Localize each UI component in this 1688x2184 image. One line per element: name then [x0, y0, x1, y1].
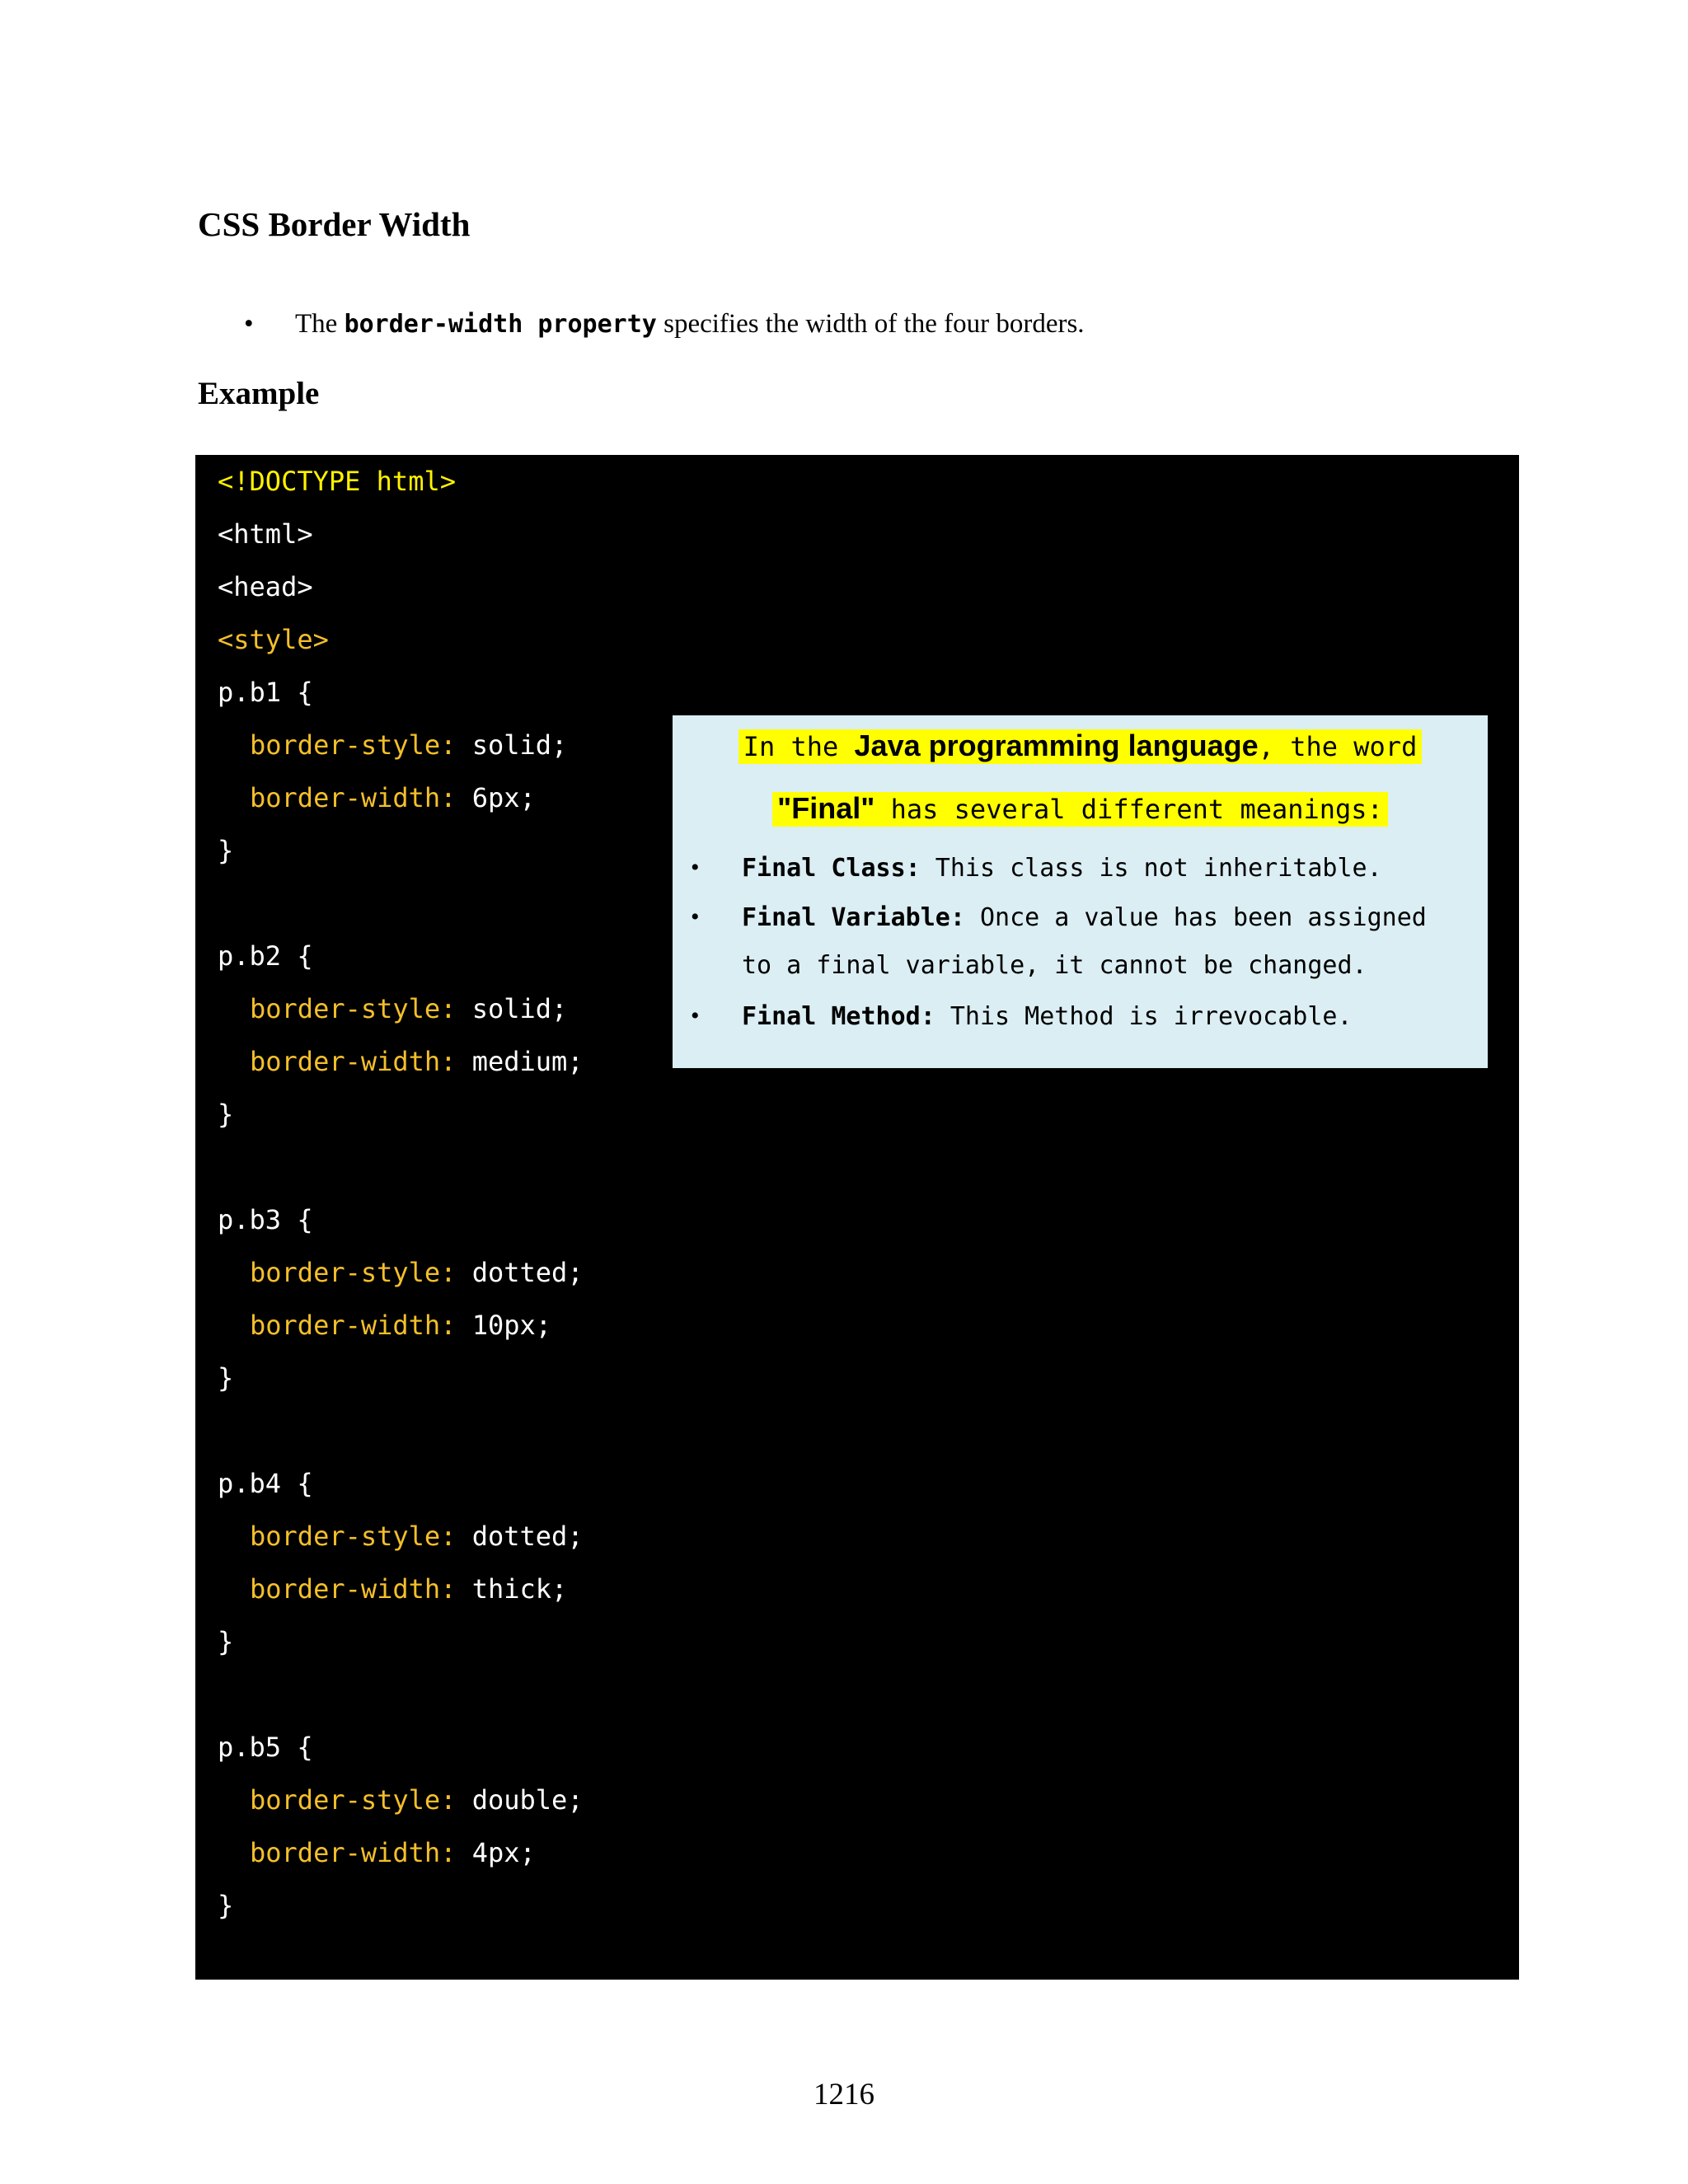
code-close-brace: }	[218, 1890, 234, 1921]
note-item-text: Once a value has been assigned	[964, 903, 1427, 932]
page-number: 1216	[814, 2078, 874, 2111]
code-value: dotted;	[456, 1521, 584, 1552]
code-value: solid;	[456, 993, 568, 1024]
code-value: double;	[456, 1784, 584, 1816]
code-selector: p.b2 {	[218, 940, 313, 972]
code-value: solid;	[456, 729, 568, 761]
code-close-brace: }	[218, 835, 234, 866]
code-property: border-style:	[250, 993, 457, 1024]
code-doctype: <!DOCTYPE html>	[218, 466, 456, 497]
page-heading: CSS Border Width	[198, 205, 471, 243]
code-declaration	[250, 1299, 551, 1352]
code-close-brace: }	[218, 1362, 234, 1394]
note-item-label: Final Method:	[742, 1002, 935, 1031]
code-property: border-width:	[250, 782, 457, 813]
note-title-line-1	[673, 729, 1488, 763]
code-property: border-width:	[250, 1046, 457, 1077]
code-selector: p.b3 {	[218, 1204, 313, 1235]
note-highlight: "Final" has several different meanings:	[772, 792, 1388, 827]
code-value: dotted;	[456, 1257, 584, 1288]
code-selector: p.b4 {	[218, 1468, 313, 1499]
code-close-brace: }	[218, 1099, 234, 1130]
example-label: Example	[198, 376, 320, 411]
code-value: 6px;	[456, 782, 536, 813]
code-declaration	[250, 1563, 567, 1615]
code-value: 10px;	[456, 1310, 552, 1341]
note-list-item	[691, 854, 1382, 883]
note-item-text: This Method is irrevocable.	[935, 1002, 1353, 1031]
code-declaration	[250, 1510, 584, 1563]
note-item-label: Final Variable:	[742, 903, 965, 932]
intro-text	[295, 309, 1085, 340]
code-declaration	[250, 1826, 536, 1879]
intro-suffix: specifies the width of the four borders.	[656, 309, 1085, 339]
code-declaration	[250, 1035, 584, 1088]
code-declaration	[250, 1246, 584, 1299]
code-declaration	[250, 982, 567, 1035]
note-list-item	[691, 903, 1427, 932]
note-bold-text: Java programming language	[854, 729, 1259, 762]
code-property: border-style:	[250, 729, 457, 761]
bullet-dot: •	[244, 309, 254, 339]
code-value: medium;	[456, 1046, 584, 1077]
note-title-line-2	[673, 791, 1488, 826]
code-value: 4px;	[456, 1837, 536, 1868]
code-declaration	[250, 719, 567, 771]
code-property: border-style:	[250, 1784, 457, 1816]
code-declaration	[250, 1774, 584, 1826]
code-property: border-width:	[250, 1310, 457, 1341]
code-property: border-style:	[250, 1257, 457, 1288]
note-item-label: Final Class:	[742, 854, 921, 883]
code-block	[195, 455, 1519, 1980]
note-item-text: This class is not inheritable.	[920, 854, 1382, 883]
code-property: border-style:	[250, 1521, 457, 1552]
code-property: border-width:	[250, 1837, 457, 1868]
note-highlight: In the Java programming language, the word	[738, 729, 1423, 764]
bullet-dot: •	[691, 1002, 700, 1029]
code-close-brace: }	[218, 1626, 234, 1657]
code-head-open: <head>	[218, 571, 313, 602]
code-style-open: <style>	[218, 624, 329, 655]
code-declaration	[250, 771, 536, 824]
intro-prefix: The	[295, 309, 345, 339]
code-selector: p.b5 {	[218, 1732, 313, 1763]
code-property: border-width:	[250, 1573, 457, 1605]
code-html-open: <html>	[218, 518, 313, 550]
code-selector: p.b1 {	[218, 677, 313, 708]
note-bold-text: "Final"	[777, 791, 875, 825]
bullet-dot: •	[691, 854, 700, 881]
note-list-item	[691, 1002, 1353, 1031]
intro-code: border-width property	[344, 310, 657, 339]
java-final-note	[673, 715, 1488, 1068]
note-list-item-continuation: to a final variable, it cannot be changed.	[742, 951, 1367, 980]
bullet-dot: •	[691, 903, 700, 930]
code-value: thick;	[456, 1573, 568, 1605]
